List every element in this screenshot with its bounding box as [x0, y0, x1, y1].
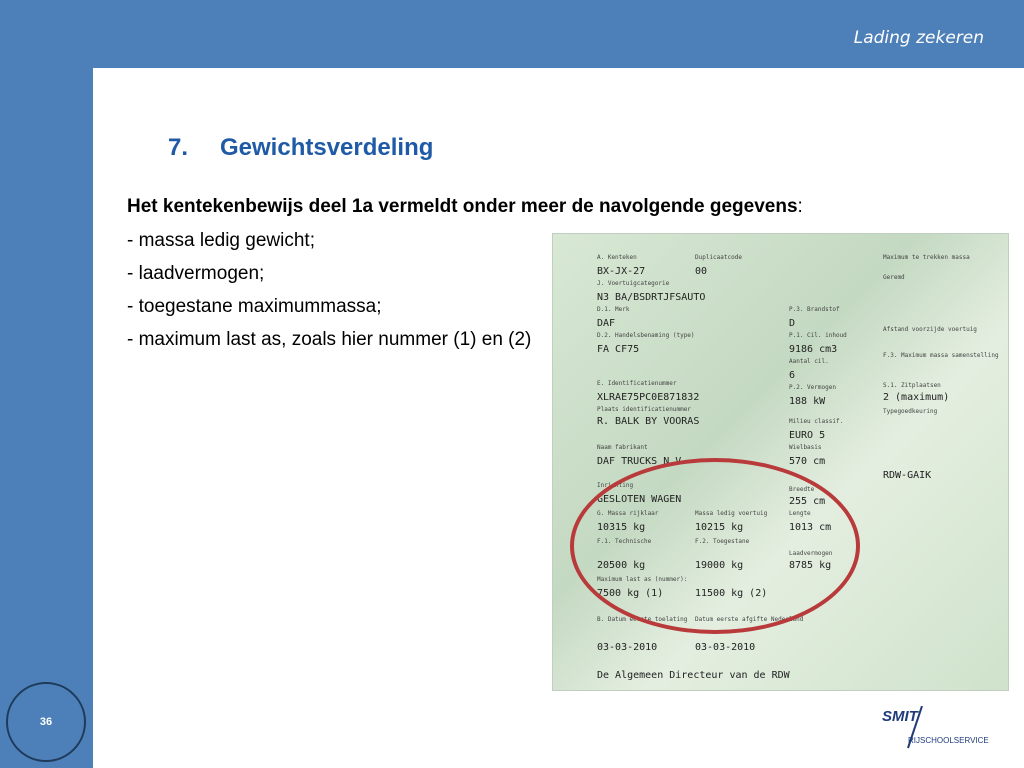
- doc-label: Afstand voorzijde voertuig: [883, 326, 977, 333]
- doc-label: E. Identificatienummer: [597, 380, 677, 387]
- list-item: - massa ledig gewicht;: [127, 230, 315, 251]
- intro-colon: :: [797, 196, 803, 217]
- doc-value: 03-03-2010: [597, 642, 658, 653]
- doc-value: 6: [789, 370, 796, 381]
- doc-label: J. Voertuigcategorie: [597, 280, 670, 287]
- intro-text: Het kentekenbewijs deel 1a vermeldt onder meer de navolgende gegevens: [127, 196, 798, 217]
- doc-value: 20500 kg: [597, 560, 646, 571]
- logo-subtitle: RIJSCHOOLSERVICE: [908, 736, 989, 745]
- doc-label: Laadvermogen: [789, 550, 833, 557]
- doc-label: P.2. Vermogen: [789, 384, 836, 391]
- doc-value: 10215 kg: [695, 522, 744, 533]
- doc-value: 570 cm: [789, 456, 826, 467]
- doc-value: Geremd: [883, 274, 905, 281]
- smit-logo: [882, 706, 989, 752]
- doc-value: EURO 5: [789, 430, 826, 441]
- list-item: - maximum last as, zoals hier nummer (1) en (2): [127, 329, 532, 350]
- left-band: [0, 0, 93, 768]
- doc-value: DAF TRUCKS N.V.: [597, 456, 688, 467]
- doc-label: Inrichting: [597, 482, 634, 489]
- doc-label: Maximum te trekken massa: [883, 254, 970, 261]
- doc-value: De Algemeen Directeur van de RDW: [597, 670, 790, 681]
- doc-value: FA CF75: [597, 344, 640, 355]
- doc-label: Maximum last as (nummer):: [597, 576, 688, 583]
- slide-number-badge: [6, 682, 86, 762]
- list-item: - toegestane maximummassa;: [127, 296, 382, 317]
- doc-value: 255 cm: [789, 496, 826, 507]
- doc-value: R. BALK BY VOORAS: [597, 416, 700, 427]
- doc-value: XLRAE75PC0E871832: [597, 392, 700, 403]
- doc-label: P.3. Brandstof: [789, 306, 840, 313]
- doc-value: 03-03-2010: [695, 642, 756, 653]
- intro-line: [127, 196, 803, 218]
- doc-label: D.2. Handelsbenaming (type): [597, 332, 695, 339]
- doc-label: Breedte: [789, 486, 815, 493]
- doc-label: G. Massa rijklaar: [597, 510, 659, 517]
- doc-label: P.1. Cil. inhoud: [789, 332, 847, 339]
- doc-label: Wielbasis: [789, 444, 822, 451]
- doc-label: D.1. Merk: [597, 306, 630, 313]
- doc-label: Massa ledig voertuig: [695, 510, 768, 517]
- doc-label: A. Kenteken: [597, 254, 637, 261]
- logo-word: SMIT: [882, 708, 918, 725]
- doc-value: 19000 kg: [695, 560, 744, 571]
- doc-value: 2 (maximum): [883, 392, 950, 403]
- doc-value: D: [789, 318, 796, 329]
- doc-label: S.1. Zitplaatsen: [883, 382, 941, 389]
- doc-value: 00: [695, 266, 708, 277]
- doc-label: B. Datum eerste toelating: [597, 616, 688, 623]
- doc-label: Milieu classif.: [789, 418, 844, 425]
- doc-value: N3 BA/BSDRTJFSAUTO: [597, 292, 706, 303]
- doc-value: 188 kW: [789, 396, 826, 407]
- doc-label: Typegoedkeuring: [883, 408, 938, 415]
- list-item: - laadvermogen;: [127, 263, 265, 284]
- doc-label: F.2. Toegestane: [695, 538, 750, 545]
- heading-number: 7.: [168, 134, 189, 161]
- highlight-oval: [570, 458, 860, 634]
- doc-value: 8785 kg: [789, 560, 832, 571]
- doc-label: Duplicaatcode: [695, 254, 742, 261]
- doc-label: Lengte: [789, 510, 811, 517]
- heading-text: Gewichtsverdeling: [220, 134, 434, 161]
- doc-value: 9186 cm3: [789, 344, 838, 355]
- header-title: Lading zekeren: [853, 28, 984, 48]
- doc-label: F.1. Technische: [597, 538, 652, 545]
- doc-label: Datum eerste afgifte Nederland: [695, 616, 804, 623]
- slide-heading: [168, 134, 433, 162]
- doc-value: BX-JX-27: [597, 266, 646, 277]
- doc-value: 1013 cm: [789, 522, 832, 533]
- doc-label: Aantal cil.: [789, 358, 829, 365]
- doc-value: 11500 kg (2): [695, 588, 768, 599]
- slide-number: 36: [39, 716, 53, 728]
- doc-label: Plaats identificatienummer: [597, 406, 691, 413]
- doc-value: GESLOTEN WAGEN: [597, 494, 682, 505]
- doc-value: 10315 kg: [597, 522, 646, 533]
- doc-label: Naam fabrikant: [597, 444, 648, 451]
- doc-value: 7500 kg (1): [597, 588, 664, 599]
- doc-value: RDW-GAIK: [883, 470, 932, 481]
- doc-value: F.3. Maximum massa samenstelling: [883, 352, 999, 359]
- doc-value: DAF: [597, 318, 616, 329]
